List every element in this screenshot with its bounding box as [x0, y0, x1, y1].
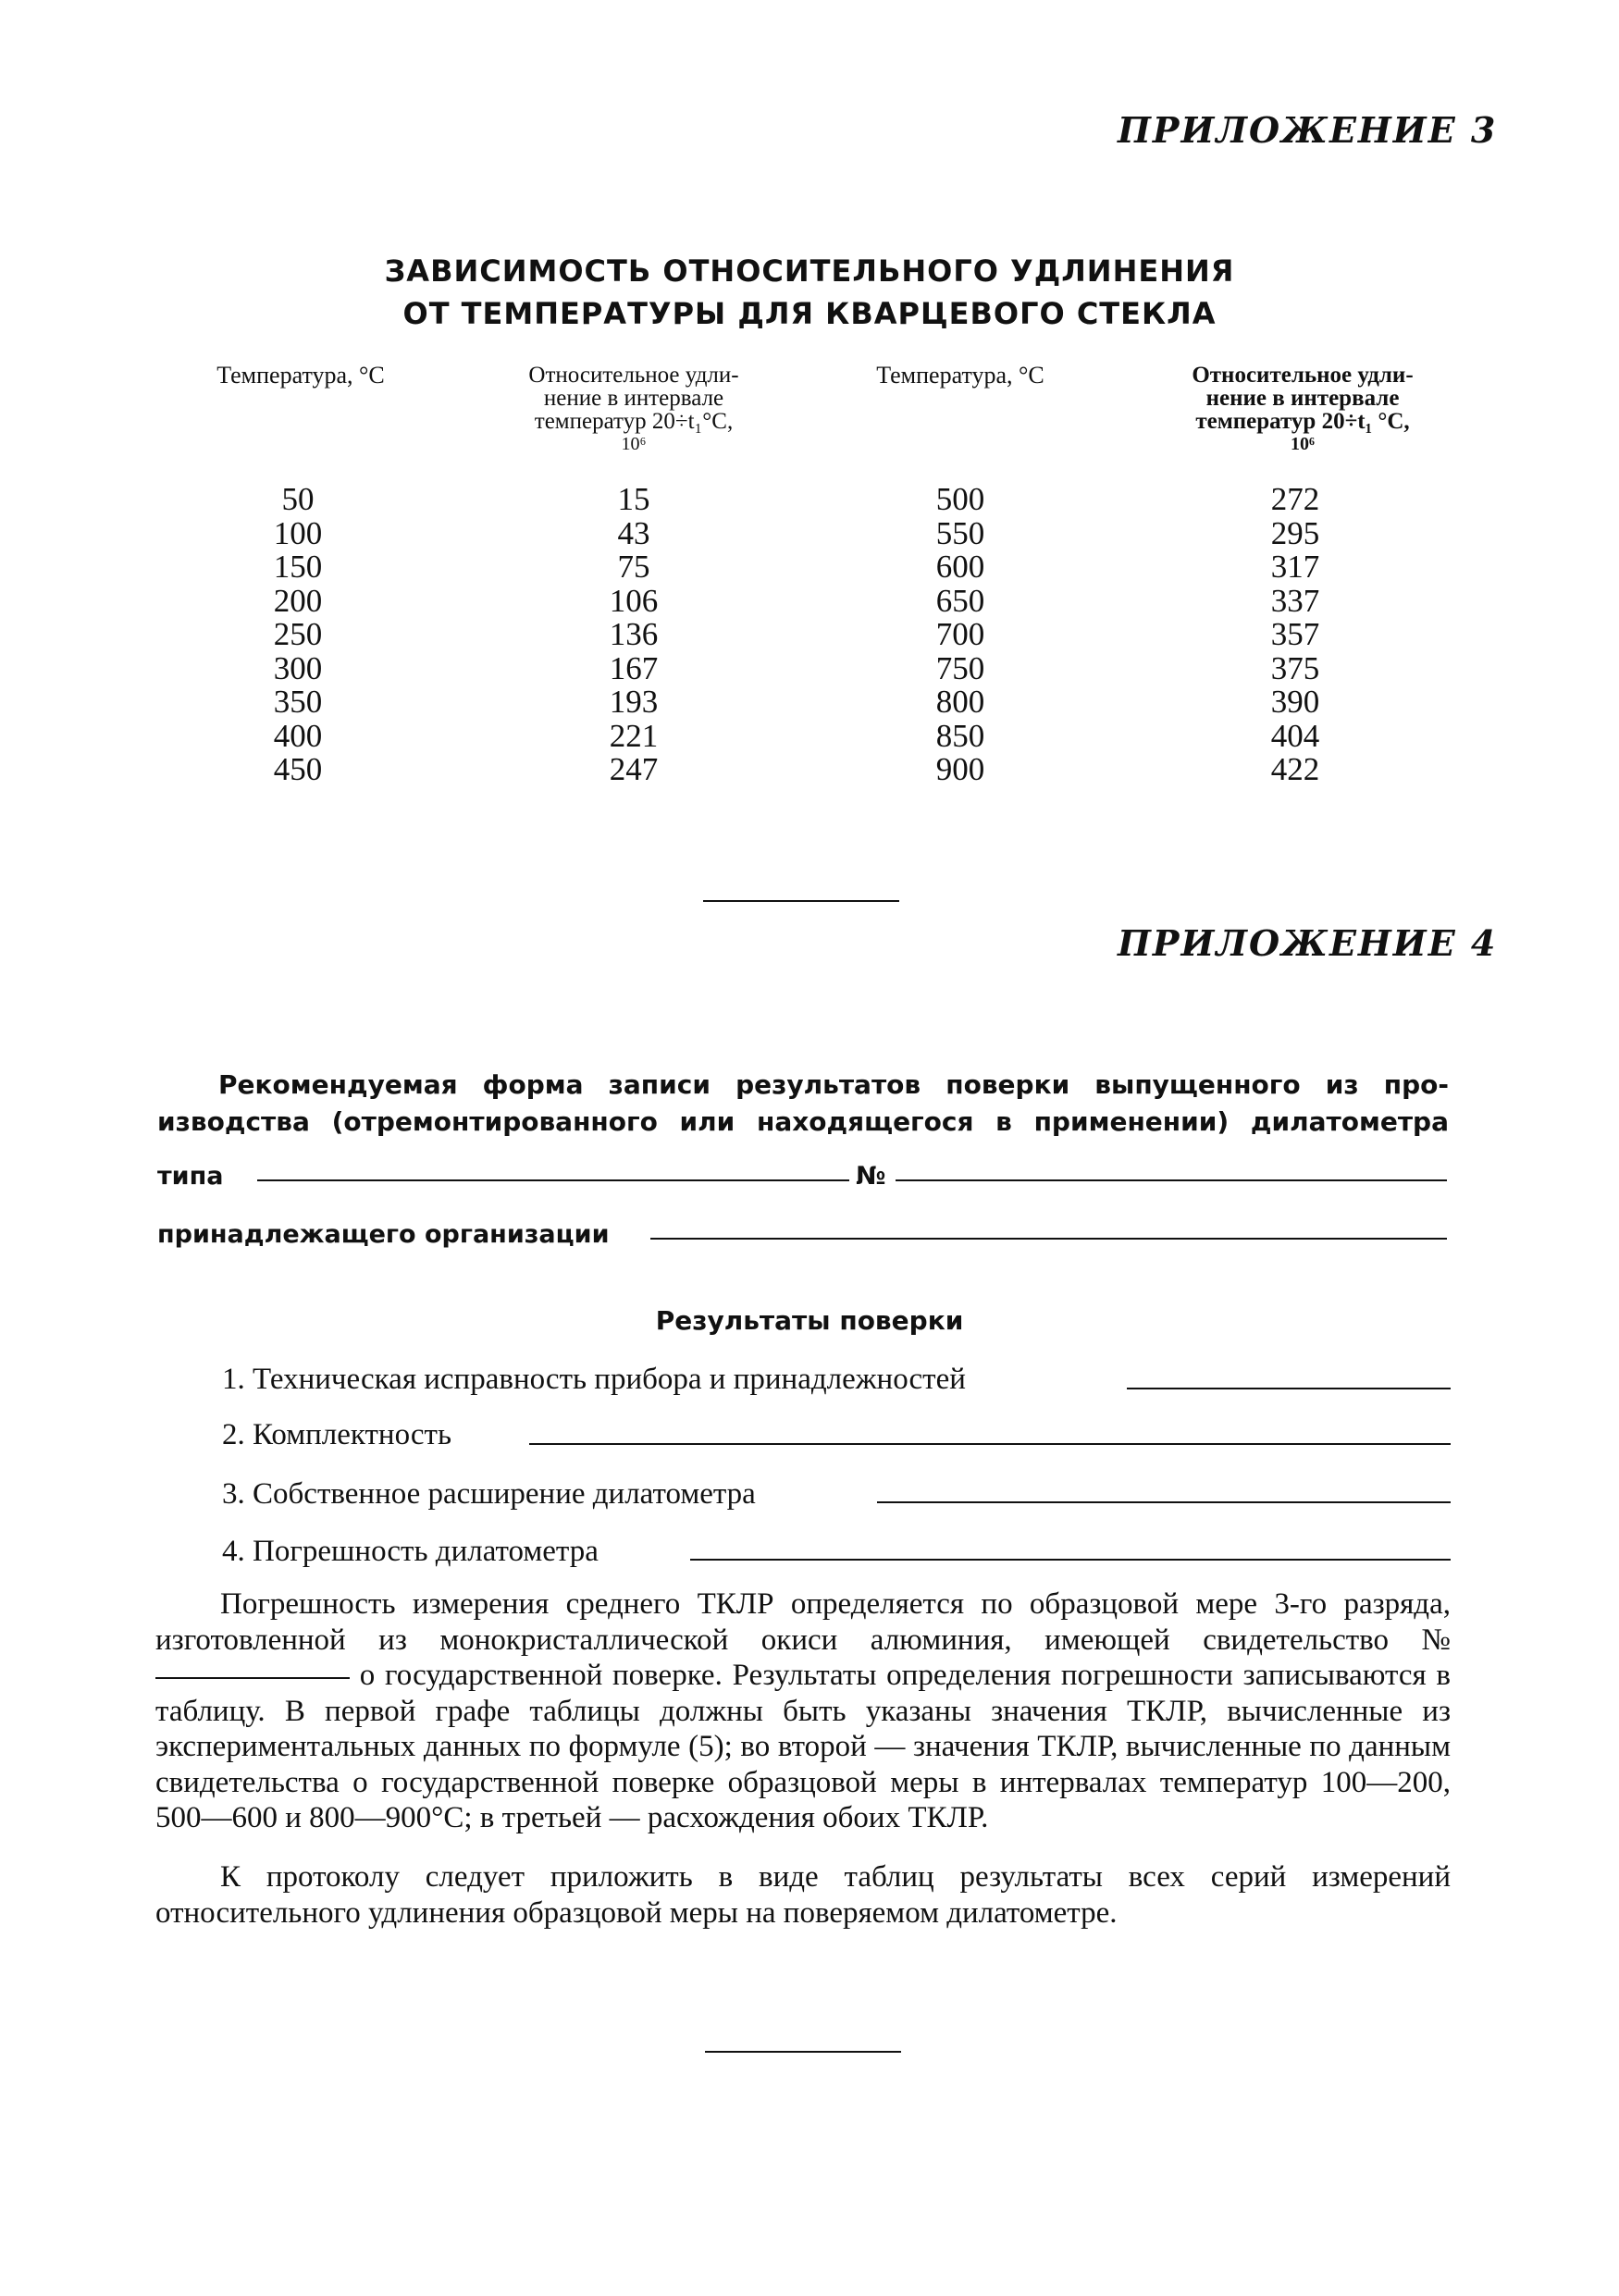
- certificate-blank[interactable]: [155, 1676, 350, 1679]
- table-cell: 247: [609, 751, 659, 787]
- table-cell: 650: [935, 582, 985, 619]
- section-divider: [703, 900, 899, 902]
- paragraph-protocol: [155, 1859, 1451, 1931]
- section-divider: [705, 2051, 901, 2053]
- paragraph-text: о государственной поверке. Результаты определения погрешности записываются в таблицу. В первой графе таблицы должны быть указаны значения ТКЛР, вычисленные из экспериментальных данных по формуле (5); во второй — значения ТКЛР, вычисленные по данным свидетельства о государственной поверке образцовой меры в интервалах температур 100—200, 500—600 и 800—900°С; в третьей — расхождения обоих ТКЛР.: [155, 1659, 1452, 1834]
- type-blank[interactable]: [257, 1179, 849, 1181]
- column-elongation-left: [560, 483, 708, 787]
- table-cell: 15: [617, 481, 650, 517]
- table-cell: 390: [1270, 684, 1320, 720]
- table-cell: 900: [935, 751, 985, 787]
- table-cell: 272: [1270, 481, 1320, 517]
- table-cell: 700: [935, 616, 985, 652]
- header-elongation-right-line: температур 20÷t₁ °С,: [1195, 409, 1410, 434]
- paragraph-error: [155, 1586, 1451, 1836]
- header-temperature-right: Температура, °С: [876, 362, 1044, 389]
- table-cell: 350: [273, 684, 323, 720]
- results-heading: Результаты поверки: [655, 1305, 964, 1336]
- table-cell: 600: [935, 549, 985, 585]
- number-label: №: [856, 1162, 886, 1191]
- header-elongation-right-line: 10⁶: [1291, 434, 1315, 454]
- table-cell: 75: [617, 549, 650, 585]
- header-elongation-right-line: нение в интервале: [1205, 386, 1400, 411]
- table-cell: 450: [273, 751, 323, 787]
- table-title-line-1: ЗАВИСИМОСТЬ ОТНОСИТЕЛЬНОГО УДЛИНЕНИЯ: [384, 253, 1235, 289]
- owner-label: принадлежащего организации: [157, 1220, 610, 1249]
- header-elongation-left-line: температур 20÷t₁°С,: [534, 409, 734, 434]
- table-cell: 357: [1270, 616, 1320, 652]
- table-cell: 317: [1270, 549, 1320, 585]
- table-title-line-2: ОТ ТЕМПЕРАТУРЫ ДЛЯ КВАРЦЕВОГО СТЕКЛА: [402, 296, 1217, 331]
- table-cell: 221: [609, 717, 659, 754]
- column-temperature-right: [886, 483, 1034, 787]
- table-cell: 400: [273, 717, 323, 754]
- result-item-blank[interactable]: [877, 1501, 1451, 1503]
- paragraph-text: К протоколу следует приложить в виде таблиц результаты всех серий измерений относительного удлинения образцовой меры на поверяемом дилатометре.: [155, 1860, 1451, 1930]
- column-elongation-right: [1221, 483, 1369, 787]
- table-cell: 750: [935, 649, 985, 686]
- owner-blank[interactable]: [650, 1238, 1447, 1240]
- table-cell: 375: [1270, 649, 1320, 686]
- header-elongation-right: [1145, 364, 1460, 456]
- form-title-line-1: Рекомендуемая форма записи результатов поверки выпущенного из про-: [218, 1069, 1449, 1100]
- header-elongation-left: [476, 364, 791, 456]
- table-cell: 100: [273, 514, 323, 551]
- number-blank[interactable]: [896, 1179, 1447, 1181]
- table-cell: 337: [1270, 582, 1320, 619]
- result-item-blank[interactable]: [1127, 1388, 1451, 1389]
- appendix-4-label: ПРИЛОЖЕНИЕ 4: [1118, 922, 1498, 964]
- table-cell: 404: [1270, 717, 1320, 754]
- form-title-line-2: изводства (отремонтированного или находящегося в применении) дилатометра: [157, 1106, 1449, 1137]
- header-elongation-right-line: Относительное удли-: [1192, 363, 1414, 388]
- table-cell: 850: [935, 717, 985, 754]
- header-elongation-left-line: Относительное удли-: [528, 363, 739, 388]
- table-cell: 150: [273, 549, 323, 585]
- table-cell: 500: [935, 481, 985, 517]
- result-item: 3. Собственное расширение дилатометра: [222, 1477, 756, 1511]
- table-cell: 295: [1270, 514, 1320, 551]
- table-cell: 193: [609, 684, 659, 720]
- table-cell: 50: [281, 481, 315, 517]
- table-cell: 422: [1270, 751, 1320, 787]
- type-label: типа: [157, 1162, 224, 1191]
- table-cell: 200: [273, 582, 323, 619]
- table-cell: 300: [273, 649, 323, 686]
- table-cell: 136: [609, 616, 659, 652]
- table-cell: 550: [935, 514, 985, 551]
- result-item-blank[interactable]: [690, 1559, 1451, 1561]
- table-cell: 167: [609, 649, 659, 686]
- table-cell: 43: [617, 514, 650, 551]
- paragraph-text: Погрешность измерения среднего ТКЛР определяется по образцовой мере 3-го разряда, изготовленной из монокристаллической окиси алюминия, имеющей свидетельство №: [155, 1587, 1451, 1657]
- result-item: 1. Техническая исправность прибора и принадлежностей: [222, 1363, 966, 1396]
- header-temperature-left: Температура, °С: [216, 362, 385, 389]
- result-item-blank[interactable]: [529, 1443, 1451, 1445]
- result-item: 2. Комплектность: [222, 1418, 452, 1451]
- result-item: 4. Погрешность дилатометра: [222, 1535, 599, 1568]
- appendix-3-label: ПРИЛОЖЕНИЕ 3: [1118, 109, 1498, 151]
- table-cell: 106: [609, 582, 659, 619]
- table-cell: 800: [935, 684, 985, 720]
- header-elongation-left-line: нение в интервале: [543, 386, 724, 411]
- column-temperature-left: [224, 483, 372, 787]
- header-elongation-left-line: 10⁶: [621, 434, 647, 454]
- table-cell: 250: [273, 616, 323, 652]
